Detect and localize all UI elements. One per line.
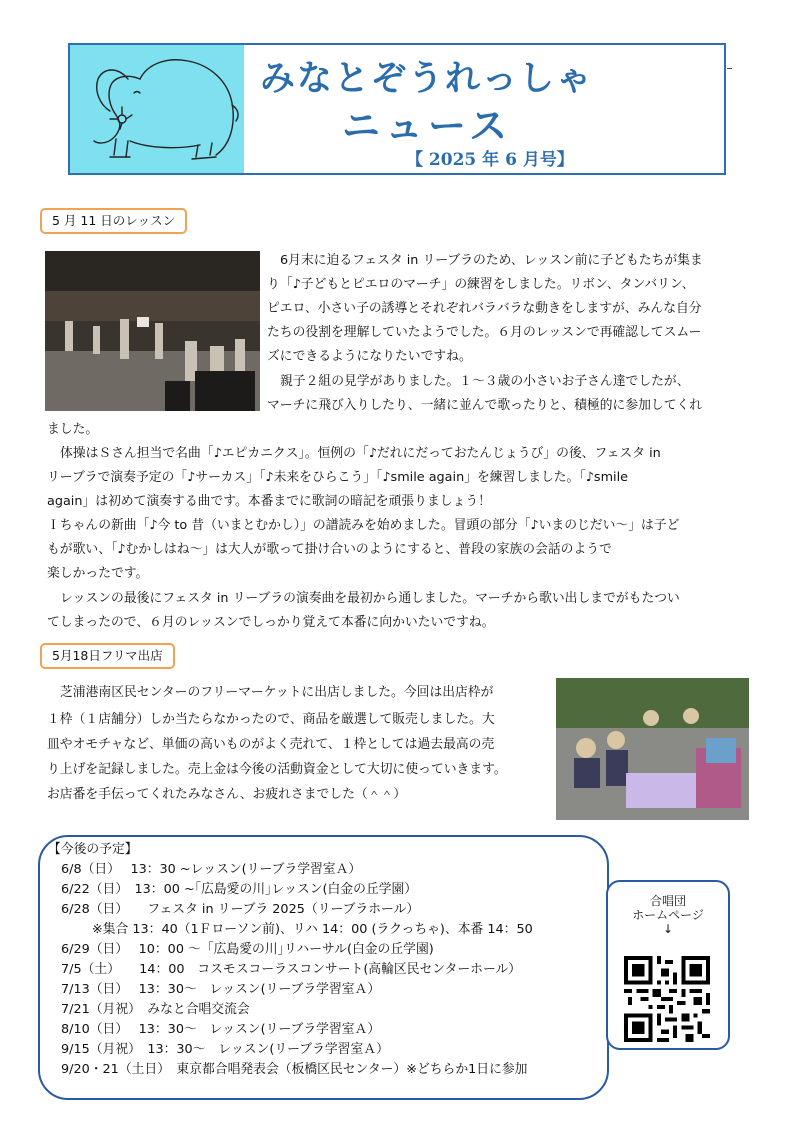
schedule-item: 8/10（日） 13：30～ レッスン(リーブラ学習室Ａ） xyxy=(61,1022,381,1037)
paragraph-line: １枠（１店舗分）しか当たらなかったので、商品を厳選して販売しました。大 xyxy=(47,712,495,727)
paragraph-line: たちの役割を理解していたようでした。６月のレッスンで再確認してスムー xyxy=(267,325,702,340)
paragraph-line: 6月末に迫るフェスタ in リーブラのため、レッスン前に子どもたちが集ま xyxy=(280,253,703,268)
divider-mark xyxy=(727,68,732,69)
schedule-item: 9/15（月祝） 13：30～ レッスン(リーブラ学習室Ａ） xyxy=(61,1042,389,1057)
paragraph-line: 楽しかったです。 xyxy=(47,566,149,581)
paragraph-line: お店番を手伝ってくれたみなさん、お疲れさまでした（＾＾） xyxy=(47,787,407,802)
paragraph-line: もが歌い、「♪むかしはね～」は大人が歌って掛け合いのようにすると、普段の家族の会話のようで xyxy=(47,542,612,557)
paragraph-line: 芝浦港南区民センターのフリーマーケットに出店しました。今回は出店枠が xyxy=(60,685,494,700)
paragraph-line: ピエロ、小さい子の誘導とそれぞれバラバラな動きをしますが、みんな自分 xyxy=(267,301,702,316)
schedule-item: 9/20・21（土日） 東京都合唱発表会（板橋区民センター）※どちらか1日に参加 xyxy=(61,1062,528,1077)
newsletter-title: みなとぞうれっしゃ xyxy=(260,59,594,99)
newsletter-subtitle: ニュース xyxy=(342,104,513,148)
schedule-item: 7/5（土） 14：00 コスモスコーラスコンサート(高輪区民センターホール） xyxy=(61,962,522,977)
schedule-item: 6/22（日） 13：00 ~｢広島愛の川｣レッスン(白金の丘学園） xyxy=(61,882,418,897)
flea-market-photo xyxy=(556,678,749,820)
down-arrow-icon: ↓ xyxy=(662,922,674,936)
section-label-flea-market: 5月18日フリマ出店 xyxy=(40,643,175,669)
elephant-illustration xyxy=(70,45,244,173)
qr-label-choir: 合唱団 xyxy=(649,894,686,908)
paragraph-line: again」は初めて演奏する曲です。本番までに歌詞の暗記を頑張りましょう！ xyxy=(47,494,491,509)
qr-label-homepage: ホームページ xyxy=(632,908,704,922)
upcoming-schedule-box xyxy=(38,835,609,1100)
schedule-item: 6/8（日） 13：30 ~レッスン(リーブラ学習室Ａ） xyxy=(61,862,362,877)
elephant-icon xyxy=(70,45,244,173)
paragraph-line: リーブラで演奏予定の「♪サーカス」「♪未来をひらこう」「♪smile again」を練習しました。「♪smile xyxy=(47,470,629,485)
qr-code[interactable] xyxy=(624,956,710,1042)
section-label-lesson: 5 月 11 日のレッスン xyxy=(40,208,187,234)
issue-date: 【 2025 年 6 月号】 xyxy=(406,150,574,170)
schedule-title: 【今後の予定】 xyxy=(48,842,138,857)
paragraph-line: Ｉちゃんの新曲「♪今 to 昔（いまとむかし）」の譜読みを始めました。冒頭の部分「♪いまのじだい～」は子ど xyxy=(47,518,680,533)
paragraph-line: ズにできるようになりたいですね。 xyxy=(267,349,472,364)
schedule-item: 6/29（日） 10：00 ～「広島愛の川｣リハーサル(白金の丘学園) xyxy=(61,942,434,957)
paragraph-line: ました。 xyxy=(47,422,99,437)
paragraph-line: マーチに飛び入りしたり、一緒に並んで歌ったりと、積極的に参加してくれ xyxy=(267,398,703,413)
paragraph-line: 親子２組の見学がありました。１～３歳の小さいお子さん達でしたが、 xyxy=(280,374,690,389)
paragraph-line: 体操はＳさん担当で名曲「♪エピカニクス」。恒例の「♪だれにだっておたんじょうび」の後、フェスタ in xyxy=(60,446,661,461)
schedule-item: 7/21（月祝） みなと合唱交流会 xyxy=(61,1002,250,1017)
paragraph-line: り上げを記録しました。売上金は今後の活動資金として大切に使っていきます。 xyxy=(47,762,507,777)
schedule-item: 7/13（日） 13：30～ レッスン(リーブラ学習室Ａ） xyxy=(61,982,381,997)
paragraph-line: レッスンの最後にフェスタ in リーブラの演奏曲を最初から通しました。マーチから歌い出しまでがもたつい xyxy=(60,591,680,606)
paragraph-line: てしまったので、６月のレッスンでしっかり覚えて本番に向かいたいですね。 xyxy=(47,615,495,630)
lesson-photo xyxy=(45,251,260,411)
paragraph-line: り「♪子どもとピエロのマーチ」の練習をしました。リボン、タンバリン、 xyxy=(267,277,695,292)
schedule-item: 6/28（日） フェスタ in リーブラ 2025（リーブラホール） xyxy=(61,902,420,917)
paragraph-line: 皿やオモチャなど、単価の高いものがよく売れて、１枠としては過去最高の売 xyxy=(47,737,495,752)
homepage-qr-box xyxy=(606,880,730,1050)
schedule-item: ※集合 13：40（1Ｆローソン前)、リハ 14：00 (ラクっちゃ)、本番 14：50 xyxy=(92,922,533,937)
newsletter-header xyxy=(68,43,726,175)
